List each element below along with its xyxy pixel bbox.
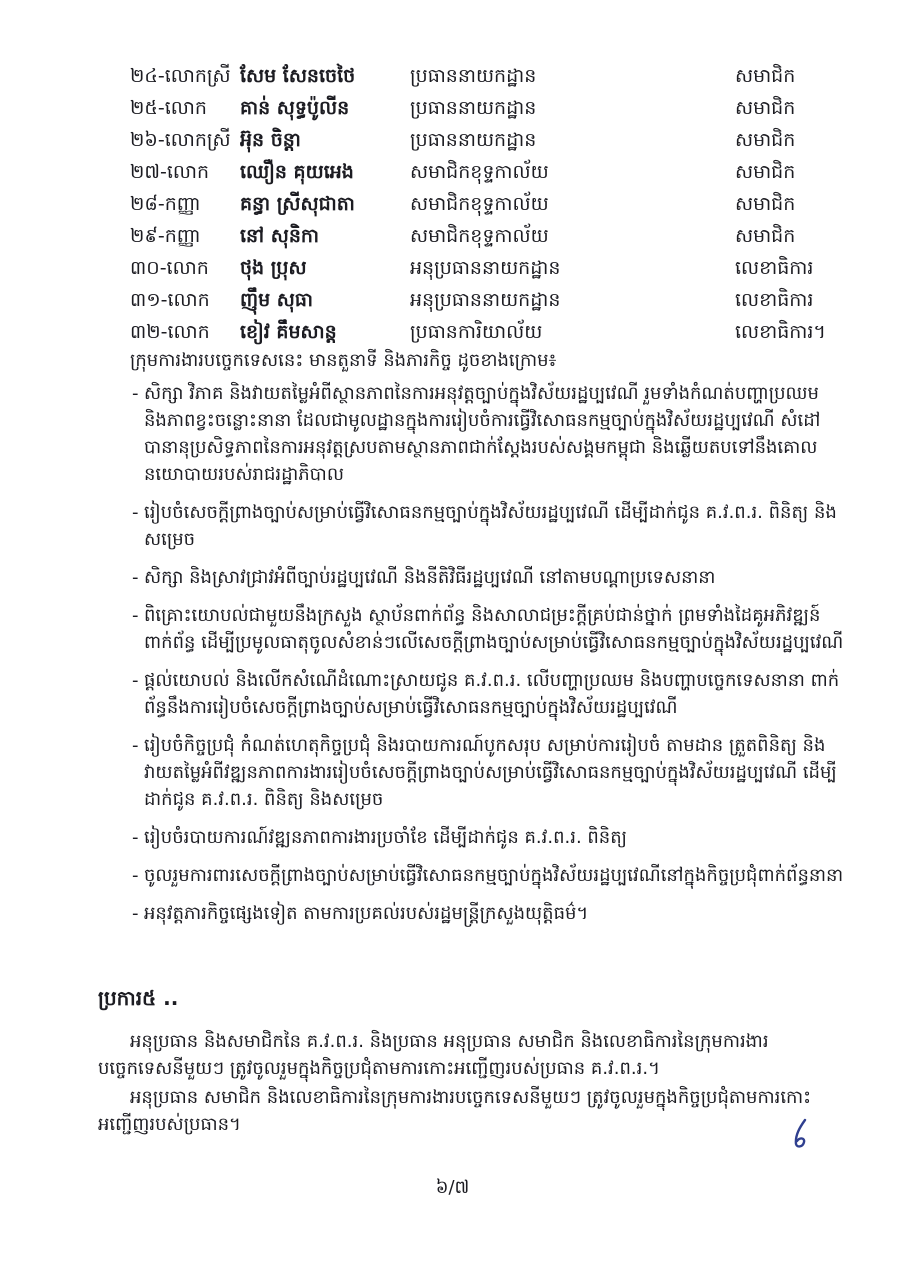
member-role: លេខាធិការ bbox=[735, 257, 814, 279]
member-name: សែម សែនចេថៃ bbox=[240, 65, 356, 87]
member-role: សមាជិក bbox=[735, 225, 796, 247]
duty-item: - រៀបចំកិច្ចប្រជុំ កំណត់ហេតុកិច្ចប្រជុំ និងរបាយការណ៍បូកសរុប សម្រាប់ការរៀបចំ តាមដាន ត្រួតពិនិត្យ និងវាយតម្លៃអំពីវឌ្ឍនភាពការងាររៀបចំសេចក្តីព្រាងច្បាប់សម្រាប់ធ្វើវិសោធនកម្មច្បាប់ក្នុងវិស័យរដ្ឋប្បវេណី ដើម្បីដាក់ជូន គ.វ.ព.រ. ពិនិត្យ និងសម្រេច bbox=[130, 732, 845, 813]
member-number: ២៧-លោក bbox=[130, 161, 210, 183]
member-position: ប្រធានការិយាល័យ bbox=[410, 321, 543, 343]
member-name: គន្ធា ស្រីសុជាតា bbox=[240, 193, 355, 215]
member-number: ២៨-កញ្ញា bbox=[130, 193, 201, 215]
member-position: សមាជិកខុទ្ទកាល័យ bbox=[410, 193, 549, 215]
duties-list bbox=[130, 380, 845, 938]
member-row bbox=[130, 316, 850, 348]
member-role: សមាជិក bbox=[735, 129, 796, 151]
duty-item: - សិក្សា វិភាគ និងវាយតម្លៃអំពីស្ថានភាពនៃការអនុវត្តច្បាប់ក្នុងវិស័យរដ្ឋប្បវេណី រួមទាំងកំណត់បញ្ហាប្រឈម និងភាពខ្វះចន្លោះនានា ដែលជាមូលដ្ឋានក្នុងការរៀបចំការធ្វើវិសោធនកម្មច្បាប់ក្នុងវិស័យរដ្ឋប្បវេណី សំដៅបានានុប្រសិទ្ធភាពនៃការអនុវត្តស្របតាមស្ថានភាពជាក់ស្តែងរបស់សង្គមកម្ពុជា និងឆ្លើយតបទៅនឹងគោលនយោបាយរបស់រាជរដ្ឋាភិបាល bbox=[130, 380, 845, 488]
member-name: ឈឿន គុយអេង bbox=[240, 161, 354, 183]
duty-item: - អនុវត្តភារកិច្ចផ្សេងទៀត តាមការប្រគល់របស់រដ្ឋមន្ត្រីក្រសួងយុត្តិធម៌។ bbox=[130, 900, 845, 927]
member-number: ៣០-លោក bbox=[130, 257, 209, 279]
duty-item: - ចូលរួមការពារសេចក្តីព្រាងច្បាប់សម្រាប់ធ្វើវិសោធនកម្មច្បាប់ក្នុងវិស័យរដ្ឋប្បវេណីនៅក្នុងកិច្ចប្រជុំពាក់ព័ន្ធនានា bbox=[130, 862, 845, 889]
member-row bbox=[130, 188, 850, 220]
member-role: លេខាធិការ។ bbox=[735, 321, 826, 343]
member-role: លេខាធិការ bbox=[735, 289, 814, 311]
member-position: ប្រធាននាយកដ្ឋាន bbox=[410, 97, 537, 119]
member-list bbox=[130, 60, 850, 348]
member-name: ញ៉ឹម សុធា bbox=[240, 289, 313, 311]
member-row bbox=[130, 124, 850, 156]
member-name: អ៊ុន ចិន្តា bbox=[240, 129, 301, 151]
duty-item: - រៀបចំសេចក្តីព្រាងច្បាប់សម្រាប់ធ្វើវិសោធនកម្មច្បាប់ក្នុងវិស័យរដ្ឋប្បវេណី ដើម្បីដាក់ជូន គ.វ.ព.រ. ពិនិត្យ និងសម្រេច bbox=[130, 499, 845, 553]
duty-item: - សិក្សា និងស្រាវជ្រាវអំពីច្បាប់រដ្ឋប្បវេណី និងនីតិវិធីរដ្ឋប្បវេណី នៅតាមបណ្តាប្រទេសនានា bbox=[130, 564, 845, 591]
article-title: ប្រការ៥ .. bbox=[98, 986, 179, 1010]
member-row bbox=[130, 156, 850, 188]
article-paragraph: អនុប្រធាន និងសមាជិកនៃ គ.វ.ព.រ. និងប្រធាន អនុប្រធាន សមាជិក និងលេខាធិការនៃក្រុមការងារបច្ចេកទេសនីមួយៗ ត្រូវចូលរួមក្នុងកិច្ចប្រជុំតាមការកោះអញ្ជើញរបស់ប្រធាន គ.វ.ព.រ.។ bbox=[98, 1031, 769, 1079]
member-position: សមាជិកខុទ្ទកាល័យ bbox=[410, 225, 549, 247]
member-number: ២៦-លោកស្រី bbox=[130, 129, 231, 151]
member-role: សមាជិក bbox=[735, 193, 796, 215]
page-number: ៦/៧ bbox=[435, 1177, 470, 1198]
member-position: សមាជិកខុទ្ទកាល័យ bbox=[410, 161, 549, 183]
handwritten-initial-mark bbox=[790, 1117, 812, 1151]
member-row bbox=[130, 92, 850, 124]
member-name: ថុង ប្រុស bbox=[240, 257, 307, 279]
member-position: អនុប្រធាននាយកដ្ឋាន bbox=[410, 257, 561, 279]
member-position: ប្រធាននាយកដ្ឋាន bbox=[410, 65, 537, 87]
member-number: ២៤-លោកស្រី bbox=[130, 65, 231, 87]
duties-intro: ក្រុមការងារបច្ចេកទេសនេះ មានតួនាទី និងភារកិច្ច ដូចខាងក្រោម៖ bbox=[130, 350, 557, 371]
member-number: ៣១-លោក bbox=[130, 289, 210, 311]
member-name: គាន់ សុទ្ធប៉ូលីន bbox=[240, 97, 350, 119]
member-role: សមាជិក bbox=[735, 65, 796, 87]
member-name: នៅ សុនិកា bbox=[240, 225, 319, 247]
member-row bbox=[130, 284, 850, 316]
member-row bbox=[130, 252, 850, 284]
duty-item: - ផ្តល់យោបល់ និងលើកសំណើដំណោះស្រាយជូន គ.វ.ព.រ. លើបញ្ហាប្រឈម និងបញ្ហាបច្ចេកទេសនានា ពាក់ព័ន្ធនឹងការរៀបចំសេចក្តីព្រាងច្បាប់សម្រាប់ធ្វើវិសោធនកម្មច្បាប់ក្នុងវិស័យរដ្ឋប្បវេណី bbox=[130, 667, 845, 721]
member-row bbox=[130, 220, 850, 252]
duty-item: - ពិគ្រោះយោបល់ជាមួយនឹងក្រសួង ស្ថាប័នពាក់ព័ន្ធ និងសាលាជម្រះក្តីគ្រប់ជាន់ថ្នាក់ ព្រមទាំងដៃគូអភិវឌ្ឍន៍ពាក់ព័ន្ធ ដើម្បីប្រមូលធាតុចូលសំខាន់ៗលើសេចក្តីព្រាងច្បាប់សម្រាប់ធ្វើវិសោធនកម្មច្បាប់ក្នុងវិស័យរដ្ឋប្បវេណី bbox=[130, 602, 845, 656]
member-number: ២៩-កញ្ញា bbox=[130, 225, 201, 247]
member-role: សមាជិក bbox=[735, 97, 796, 119]
member-position: ប្រធាននាយកដ្ឋាន bbox=[410, 129, 537, 151]
member-number: ៣២-លោក bbox=[130, 321, 210, 343]
member-role: សមាជិក bbox=[735, 161, 796, 183]
duty-item: - រៀបចំរបាយការណ៍វឌ្ឍនភាពការងារប្រចាំខែ ដើម្បីដាក់ជូន គ.វ.ព.រ. ពិនិត្យ bbox=[130, 824, 845, 851]
member-name: ខៀវ គឹមសាន្ត bbox=[240, 321, 337, 343]
member-position: អនុប្រធាននាយកដ្ឋាន bbox=[410, 289, 561, 311]
member-row bbox=[130, 60, 850, 92]
member-number: ២៥-លោក bbox=[130, 97, 207, 119]
article-paragraph: អនុប្រធាន សមាជិក និងលេខាធិការនៃក្រុមការងារបច្ចេកទេសនីមួយៗ ត្រូវចូលរួមក្នុងកិច្ចប្រជុំតាមការកោះអញ្ជើញរបស់ប្រធាន។ bbox=[98, 1087, 812, 1135]
